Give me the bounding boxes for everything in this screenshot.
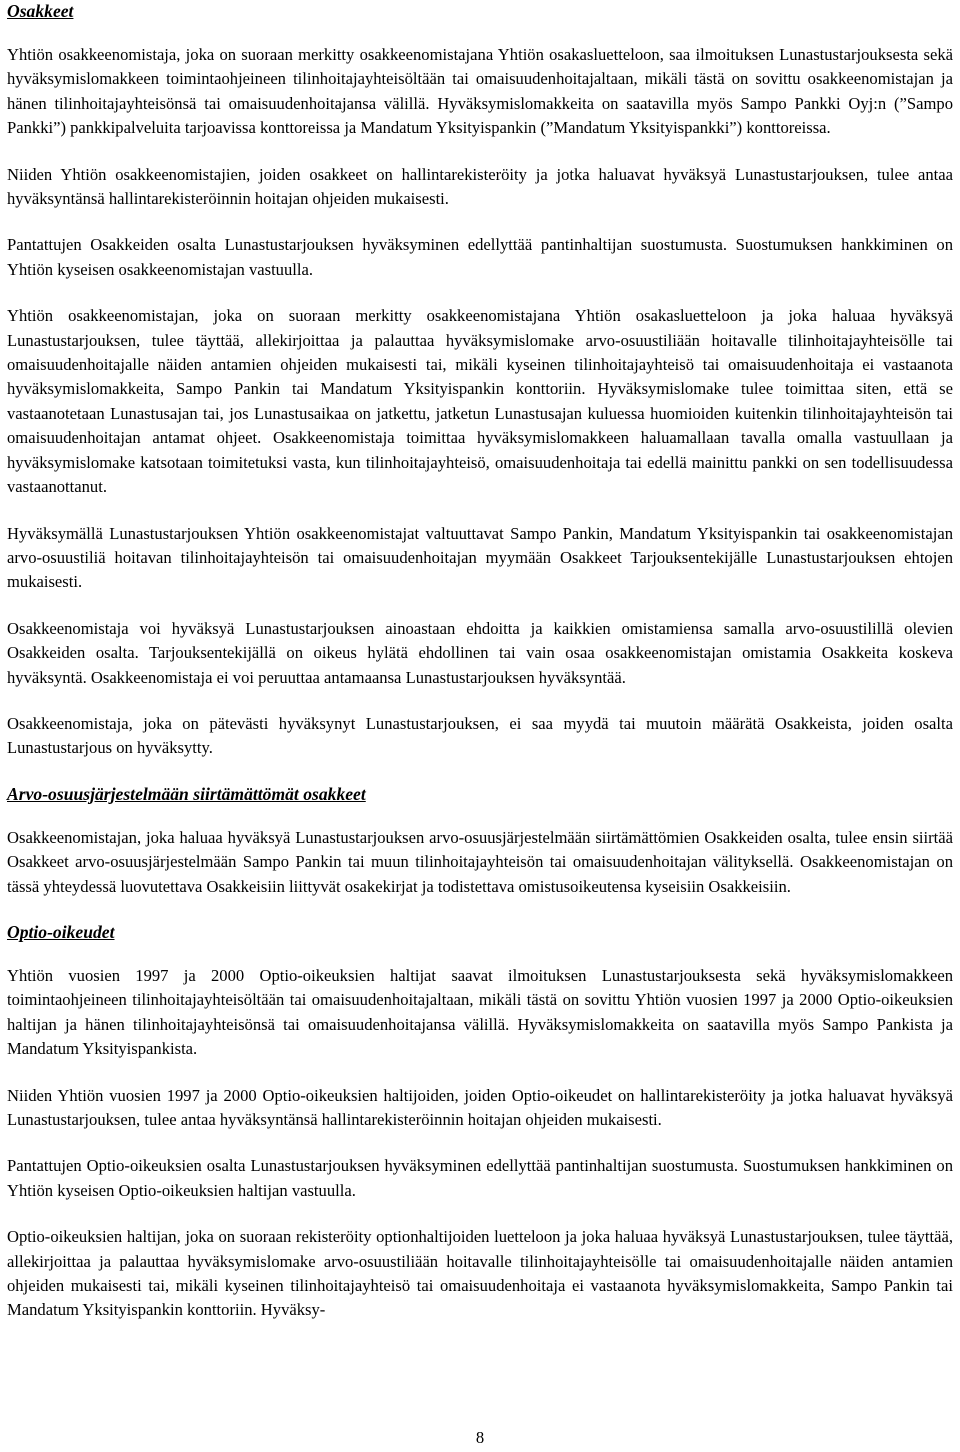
paragraph: Yhtiön osakkeenomistaja, joka on suoraan merkitty osakkeenomistajana Yhtiön osakasluetteloon, saa ilmoituksen Lunastustarjouksesta sekä hyväksymislomakkeen toimintaohjeineen tilinhoitajayhteisöltään tai omaisuudenhoitajaltaan, mikäli tästä on sovittu osakkeenomistajan ja hänen tilinhoitajayhteisönsä tai omaisuudenhoitajansa välillä. Hyväksymislomakkeita on saatavilla myös Sampo Pankki Oyj:n (”Sampo Pankki”) pankkipalveluita tarjoavissa konttoreissa ja Mandatum Yksityispankin (”Mandatum Yksityispankki”) konttoreissa. [7, 45, 953, 138]
document-page [7, 0, 953, 1323]
section-heading-osakkeet: Osakkeet [7, 1, 74, 21]
paragraph: Hyväksymällä Lunastustarjouksen Yhtiön osakkeenomistajat valtuuttavat Sampo Pankin, Mandatum Yksityispankin tai osakkeenomistajan arvo-osuustiliä hoitavan tilinhoitajayhteisön tai omaisuudenhoitajan myymään Osakkeet Tarjouksentekijälle Lunastustarjouksen ehtojen mukaisesti. [7, 523, 953, 592]
paragraph: Yhtiön vuosien 1997 ja 2000 Optio-oikeuksien haltijat saavat ilmoituksen Lunastustarjouksesta sekä hyväksymislomakkeen toimintaohjeineen tilinhoitajayhteisöltään tai omaisuudenhoitajaltaan, mikäli tästä on sovittu Yhtiön vuosien 1997 ja 2000 Optio-oikeuksien haltijan ja hänen tilinhoitajayhteisönsä tai omaisuudenhoitajansa välillä. Hyväksymislomakkeita on saatavilla myös Sampo Pankista ja Mandatum Yksityispankista. [7, 965, 953, 1059]
paragraph: Pantattujen Osakkeiden osalta Lunastustarjouksen hyväksyminen edellyttää pantinhaltijan suostumusta. Suostumuksen hankkiminen on Yhtiön kyseisen osakkeenomistajan vastuulla. [7, 235, 953, 279]
section-heading-optio-oikeudet: Optio-oikeudet [7, 921, 115, 942]
paragraph: Osakkeenomistaja voi hyväksyä Lunastustarjouksen ainoastaan ehdoitta ja kaikkien omistamiensa samalla arvo-osuustilillä olevien Osakkeiden osalta. Tarjouksentekijällä on oikeus hylätä ehdollinen tai vain osaa osakkeenomistajan omistamia Osakkeita koskeva hyväksyntä. Osakkeenomistaja ei voi peruuttaa antamaansa Lunastustarjouksen hyväksyntää. [7, 618, 953, 687]
paragraph: Niiden Yhtiön osakkeenomistajien, joiden osakkeet on hallintarekisteröity ja jotka haluavat hyväksyä Lunastustarjouksen, tulee antaa hyväksyntänsä hallintarekisteröinnin hoitajan ohjeiden mukaisesti. [7, 164, 953, 209]
paragraph: Yhtiön osakkeenomistajan, joka on suoraan merkitty osakkeenomistajana Yhtiön osakasluetteloon ja joka haluaa hyväksyä Lunastustarjouksen, tulee täyttää, allekirjoittaa ja palauttaa hyväksymislomake arvo-osuustiliään hoitavalle tilinhoitajayhteisölle tai omaisuudenhoitajalle näiden antamien ohjeiden mukaisesti tai, mikäli kyseinen tilinhoitajayhteisö tai omaisuudenhoitaja ei vastaanota hyväksymislomakkeita, Sampo Pankin tai Mandatum Yksityispankin konttoriin. Hyväksymislomake tulee toimittaa siten, että se vastaanotetaan Lunastusajan tai, jos Lunastusaikaa on jatkettu, jatketun Lunastusajan kuluessa huomioiden kuitenkin tilinhoitajayhteisön tai omaisuudenhoitajan antamat ohjeet. Osakkeenomistaja toimittaa hyväksymislomakkeen haluamallaan tavalla omalla vastuullaan ja hyväksymislomake katsotaan toimitetuksi vasta, kun tilinhoitajayhteisö, omaisuudenhoitaja tai edellä mainittu pankki on sen todellisuudessa vastaanottanut. [7, 306, 953, 497]
paragraph: Optio-oikeuksien haltijan, joka on suoraan rekisteröity optionhaltijoiden luetteloon ja joka haluaa hyväksyä Lunastustarjouksen, tulee täyttää, allekirjoittaa ja palauttaa hyväksymislomake arvo-osuustiliään hoitavalle tilinhoitajayhteisölle tai omaisuudenhoitajalle näiden antamien ohjeiden mukaisesti tai, mikäli kyseinen tilinhoitajayhteisö tai omaisuudenhoitaja ei vastaanota hyväksymislomakkeita, Sampo Pankin tai Mandatum Yksityispankin konttoriin. Hyväksy- [7, 1227, 953, 1320]
paragraph: Osakkeenomistajan, joka haluaa hyväksyä Lunastustarjouksen arvo-osuusjärjestelmään siirtämättömien Osakkeiden osalta, tulee ensin siirtää Osakkeet arvo-osuusjärjestelmään Sampo Pankin tai muun tilinhoitajayhteisön tai omaisuudenhoitajan välityksellä. Osakkeenomistajan on tässä yhteydessä luovutettava Osakkeisiin liittyvät osakekirjat ja todistettava omistusoikeutensa kyseisiin Osakkeisiin. [7, 827, 953, 896]
section-heading-arvo-osuusjarjestelmaan-siirtamattomat-osakkeet: Arvo-osuusjärjestelmään siirtämättömät osakkeet [7, 783, 366, 804]
paragraph: Niiden Yhtiön vuosien 1997 ja 2000 Optio-oikeuksien haltijoiden, joiden Optio-oikeudet on hallintarekisteröity ja jotka haluavat hyväksyä Lunastustarjouksen, tulee antaa hyväksyntänsä hallintarekisteröinnin hoitajan ohjeiden mukaisesti. [7, 1085, 953, 1129]
paragraph: Osakkeenomistaja, joka on pätevästi hyväksynyt Lunastustarjouksen, ei saa myydä tai muutoin määrätä Osakkeista, joiden osalta Lunastustarjous on hyväksytty. [7, 713, 953, 758]
paragraph: Pantattujen Optio-oikeuksien osalta Lunastustarjouksen hyväksyminen edellyttää pantinhaltijan suostumusta. Suostumuksen hankkiminen on Yhtiön kyseisen Optio-oikeuksien haltijan vastuulla. [7, 1156, 953, 1200]
page-number: 8 [475, 1428, 485, 1447]
